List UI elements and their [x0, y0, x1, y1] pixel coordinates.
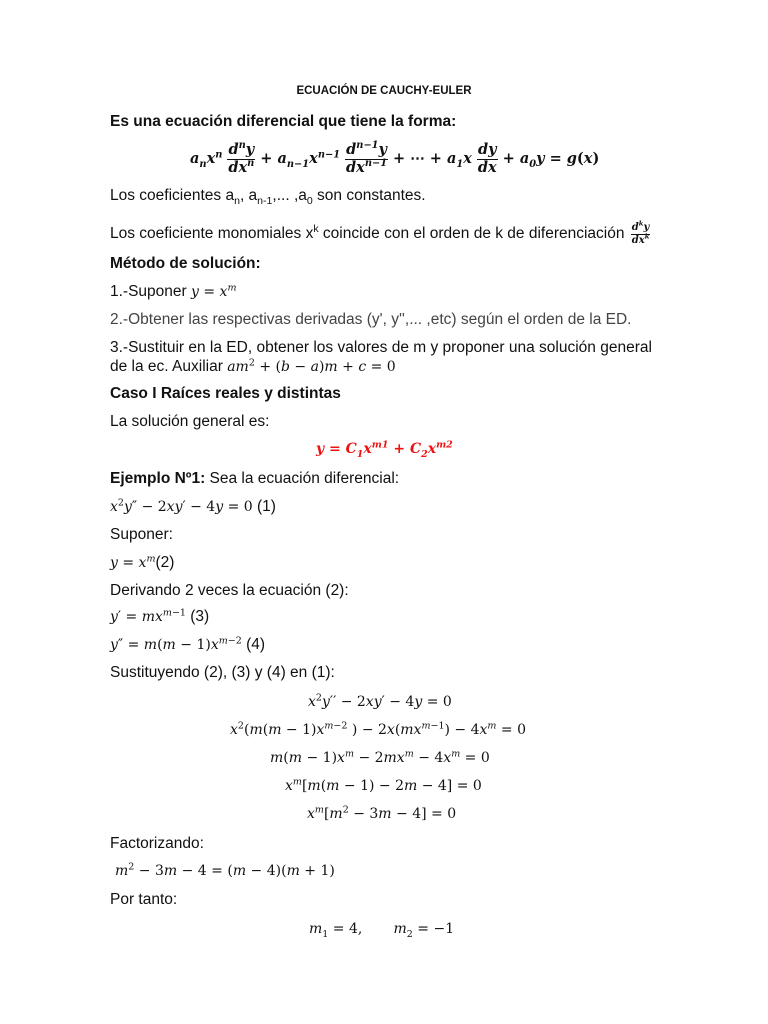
- page-title: ECUACIÓN DE CAUCHY-EULER: [296, 85, 472, 97]
- method-step-1: 1.-Suponer $y = x^m$: [110, 282, 237, 300]
- example-equation-3: $y' = mx^{m-1}$ (3): [110, 607, 210, 625]
- coefficients-line: Los coeficientes $a_n$, $a_{n-1}$,... $,a_0$ son constantes.: [110, 187, 426, 208]
- sustituyendo-label: Sustituyendo (2), (3) y (4) en (1):: [110, 664, 335, 681]
- example-equation-4: $y'' = m(m - 1)x^{m-2}$ (4): [110, 635, 266, 653]
- derivative-fraction: $\frac{d^ky}{dx^k}$: [631, 219, 650, 246]
- method-step-3-cont: de la ec. Auxiliar $am^2 + (b - a)m + c = 0$: [110, 357, 396, 375]
- example-equation-2: $y = x^m(2)$: [110, 553, 175, 571]
- roots-equation: $m_1 = 4$, $m_2 = -1$: [309, 921, 455, 940]
- method-step-3: 3.-Sustituir en la ED, obtener los valores de m y proponer una solución general: [110, 339, 652, 356]
- suponer-label: Suponer:: [110, 526, 173, 543]
- general-solution-label: La solución general es:: [110, 413, 270, 430]
- method-heading: Método de solución:: [110, 255, 261, 272]
- derivation-line-5: $x^m[m^2 - 3m - 4] = 0$: [307, 804, 457, 822]
- general-solution-equation: $y = C_1x^{m1} + C_2x^{m2}$: [316, 439, 453, 460]
- cauchy-euler-general-equation: $a_nx^n$ $\frac{d^ny}{dx^n}$ + $a_{n-1}x^{n-1}$ $\frac{d^{n-1}y}{dx^{n-1}}$ + ⋯ + $a_1x$ $\frac{dy}{dx}$ + $a_0y = g(x)$: [190, 140, 600, 176]
- factorization-equation: $m^2 - 3m - 4 = (m - 4)(m + 1)$: [115, 861, 335, 879]
- derivando-label: Derivando 2 veces la ecuación (2):: [110, 582, 349, 599]
- derivation-line-4: $x^m[m(m - 1) - 2m - 4] = 0$: [285, 776, 482, 794]
- derivation-line-2: $x^2(m(m - 1)x^{m-2}$ ) − $2x(mx^{m-1}) - 4x^m = 0$: [230, 720, 526, 738]
- factorizando-label: Factorizando:: [110, 835, 204, 852]
- monomial-line: Los coeficiente monomiales $x^k$ coincide con el orden de k de diferenciación $\frac{d^ky}{dx^k}$: [110, 219, 650, 246]
- intro-heading: Es una ecuación diferencial que tiene la forma:: [110, 113, 457, 130]
- derivation-line-1: $x^2y'' - 2xy' - 4y = 0$: [308, 692, 452, 710]
- example-1-heading: Ejemplo Nº1: Sea la ecuación diferencial:: [110, 470, 400, 487]
- method-step-2: 2.-Obtener las respectivas derivadas (y', y'',... ,etc) según el orden de la ED.: [110, 311, 632, 328]
- case-1-heading: Caso I Raíces reales y distintas: [110, 385, 341, 402]
- example-equation-1: $x^2y'' - 2xy' - 4y = 0$ (1): [110, 497, 276, 515]
- portanto-label: Por tanto:: [110, 891, 178, 908]
- derivation-line-3: $m(m - 1)x^m - 2mx^m - 4x^m = 0$: [270, 748, 490, 766]
